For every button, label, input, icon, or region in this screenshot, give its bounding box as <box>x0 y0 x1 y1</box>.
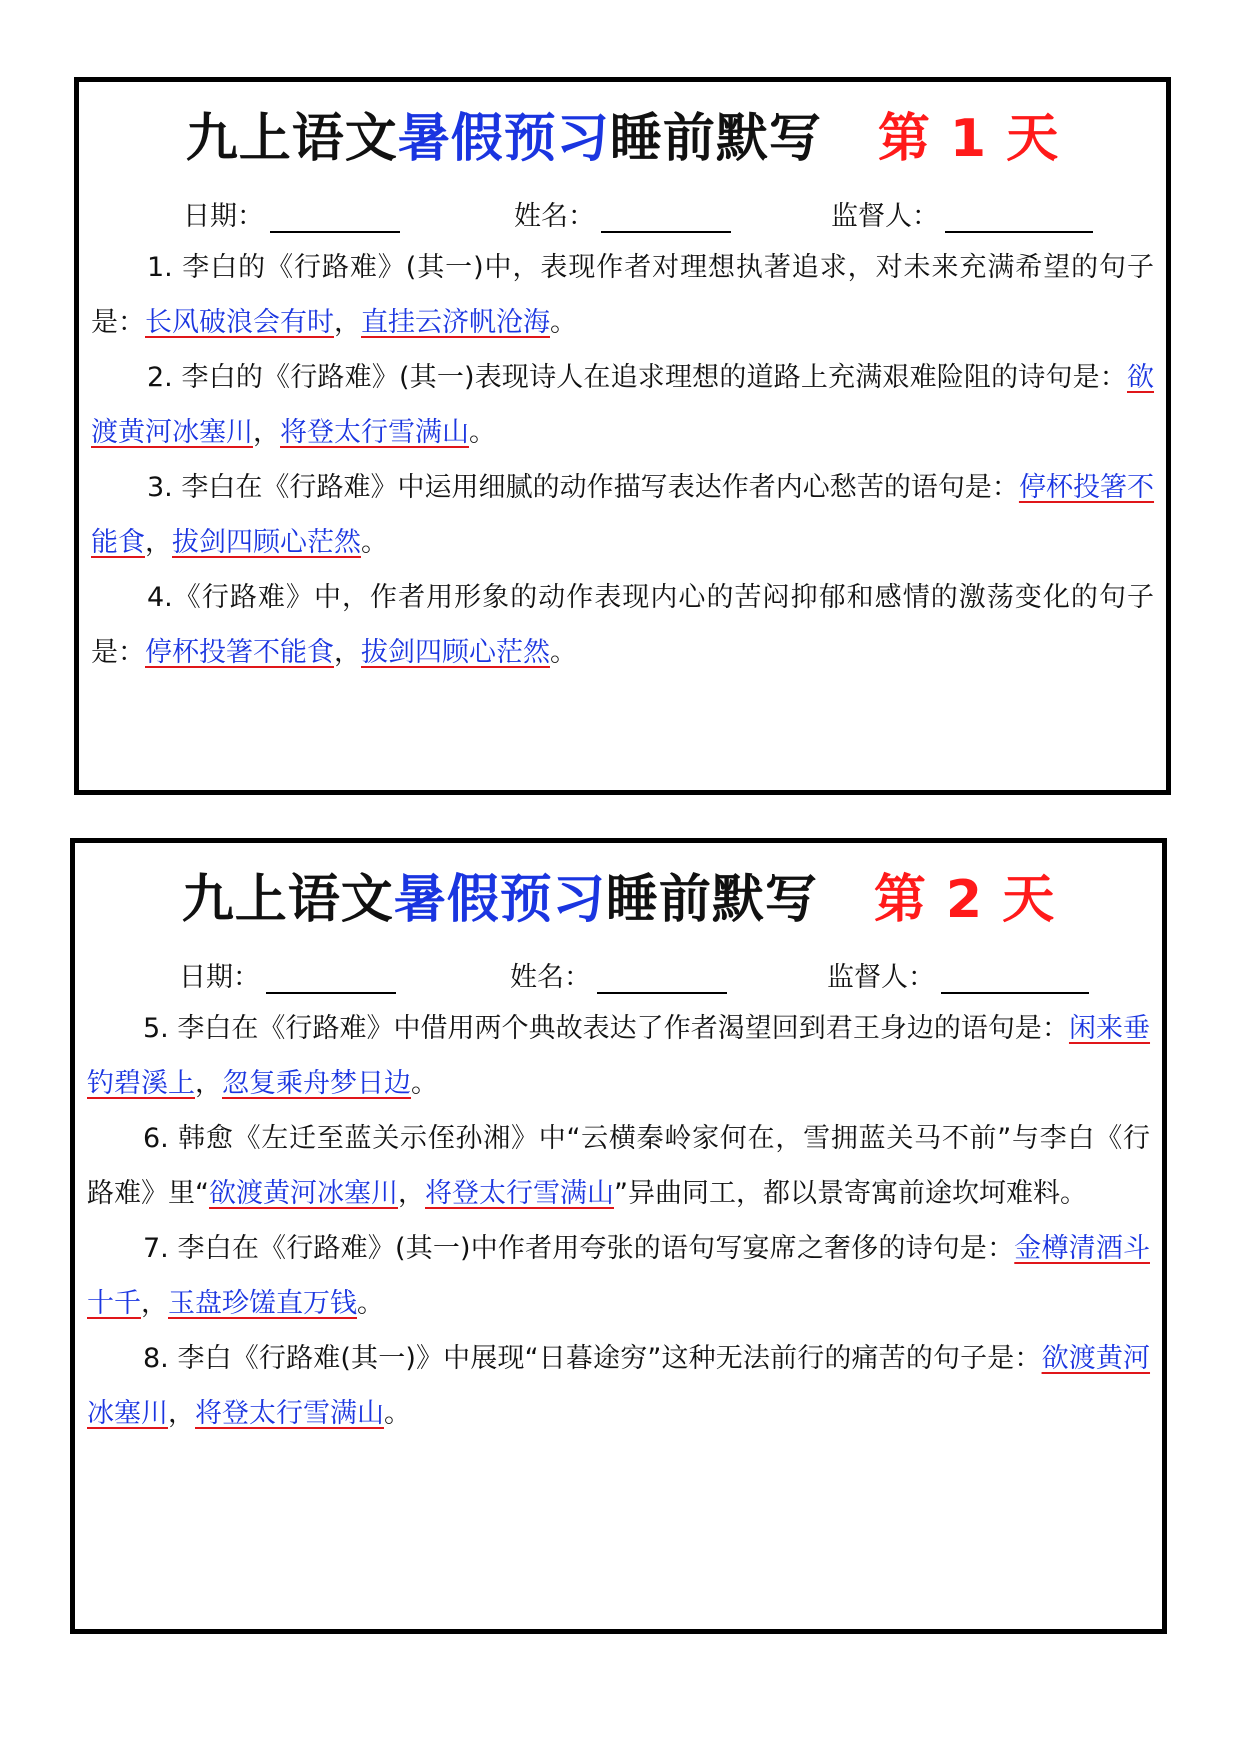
ending: 。 <box>550 637 577 668</box>
ending: 。 <box>411 1068 438 1099</box>
name-blank[interactable] <box>597 962 727 994</box>
info-row <box>75 955 1162 995</box>
separator: ， <box>398 1178 425 1209</box>
question-item <box>91 350 1154 460</box>
date-blank[interactable] <box>270 201 400 233</box>
date-field <box>183 194 400 233</box>
title-part-2: 暑假预习 <box>397 109 610 169</box>
name-field <box>514 194 731 233</box>
day-label: 第 2 天 <box>873 870 1056 930</box>
supervisor-blank[interactable] <box>945 201 1093 233</box>
dictation-card-day-1 <box>74 77 1171 795</box>
question-text: 2. 李白的《行路难》(其一)表现诗人在追求理想的道路上充满艰难险阻的诗句是： <box>147 362 1127 393</box>
separator: ， <box>334 637 361 668</box>
question-item <box>87 1111 1150 1221</box>
title-part-3: 睡前默写 <box>609 109 822 169</box>
question-text: 1. 李白的《行路难》(其一)中，表现作者对理想执著追求，对未来充满希望的句子是： <box>91 252 1154 338</box>
title-part-1: 九上语文 <box>181 870 394 930</box>
question-text: 4.《行路难》中，作者用形象的动作表现内心的苦闷抑郁和感情的激荡变化的句子是： <box>91 582 1154 668</box>
question-item <box>87 1221 1150 1331</box>
answer-line-2: 将登太行雪满山 <box>195 1398 384 1429</box>
answer-line-1: 欲渡黄河冰塞川 <box>87 1343 1151 1429</box>
title-part-1: 九上语文 <box>185 109 398 169</box>
ending: 。 <box>550 307 577 338</box>
answer-line-2: 忽复乘舟梦日边 <box>222 1068 411 1099</box>
ending: 。 <box>384 1398 411 1429</box>
date-blank[interactable] <box>266 962 396 994</box>
date-field <box>179 955 396 994</box>
question-text: 5. 李白在《行路难》中借用两个典故表达了作者渴望回到君王身边的语句是： <box>143 1013 1069 1044</box>
title-part-3: 睡前默写 <box>605 870 818 930</box>
question-item <box>91 570 1154 680</box>
answer-line-1: 欲渡黄河冰塞川 <box>209 1178 398 1209</box>
separator: ， <box>253 417 280 448</box>
separator: ， <box>195 1068 222 1099</box>
card-title <box>75 857 1162 932</box>
supervisor-field <box>831 194 1093 233</box>
separator: ， <box>168 1398 195 1429</box>
supervisor-blank[interactable] <box>941 962 1089 994</box>
name-label: 姓名： <box>514 201 595 232</box>
answer-line-1: 停杯投箸不能食 <box>91 472 1155 558</box>
question-text: 7. 李白在《行路难》(其一)中作者用夸张的语句写宴席之奢侈的诗句是： <box>143 1233 1015 1264</box>
name-label: 姓名： <box>510 962 591 993</box>
ending: 。 <box>357 1288 384 1319</box>
question-list <box>91 240 1154 680</box>
answer-line-1: 闲来垂钓碧溪上 <box>87 1013 1151 1099</box>
separator: ， <box>145 527 172 558</box>
answer-line-2: 将登太行雪满山 <box>425 1178 614 1209</box>
date-label: 日期： <box>179 962 260 993</box>
answer-line-1: 长风破浪会有时 <box>145 307 334 338</box>
question-item <box>91 240 1154 350</box>
day-label: 第 1 天 <box>877 109 1060 169</box>
info-row <box>79 194 1166 234</box>
ending: 。 <box>469 417 496 448</box>
question-text: 3. 李白在《行路难》中运用细腻的动作描写表达作者内心愁苦的语句是： <box>147 472 1019 503</box>
supervisor-label: 监督人： <box>827 962 935 993</box>
title-part-2: 暑假预习 <box>393 870 606 930</box>
answer-line-2: 玉盘珍馐直万钱 <box>168 1288 357 1319</box>
supervisor-label: 监督人： <box>831 201 939 232</box>
question-text: 6. 韩愈《左迁至蓝关示侄孙湘》中“云横秦岭家何在，雪拥蓝关马不前”与李白《行路难》里“ <box>87 1123 1150 1209</box>
question-text: 8. 李白《行路难(其一)》中展现“日暮途穷”这种无法前行的痛苦的句子是： <box>143 1343 1042 1374</box>
answer-line-1: 金樽清酒斗十千 <box>87 1233 1150 1319</box>
question-item <box>91 460 1154 570</box>
date-label: 日期： <box>183 201 264 232</box>
separator: ， <box>334 307 361 338</box>
name-blank[interactable] <box>601 201 731 233</box>
dictation-card-day-2 <box>70 838 1167 1634</box>
name-field <box>510 955 727 994</box>
supervisor-field <box>827 955 1089 994</box>
answer-line-2: 拔剑四顾心茫然 <box>361 637 550 668</box>
card-title <box>79 96 1166 171</box>
question-item <box>87 1001 1150 1111</box>
answer-line-2: 拔剑四顾心茫然 <box>172 527 361 558</box>
ending: ”异曲同工，都以景寄寓前途坎坷难料。 <box>614 1178 1087 1209</box>
question-list <box>87 1001 1150 1441</box>
answer-line-2: 将登太行雪满山 <box>280 417 469 448</box>
question-item <box>87 1331 1150 1441</box>
ending: 。 <box>361 527 388 558</box>
answer-line-1: 欲渡黄河冰塞川 <box>91 362 1154 448</box>
answer-line-2: 直挂云济帆沧海 <box>361 307 550 338</box>
answer-line-1: 停杯投箸不能食 <box>145 637 334 668</box>
separator: ， <box>141 1288 168 1319</box>
